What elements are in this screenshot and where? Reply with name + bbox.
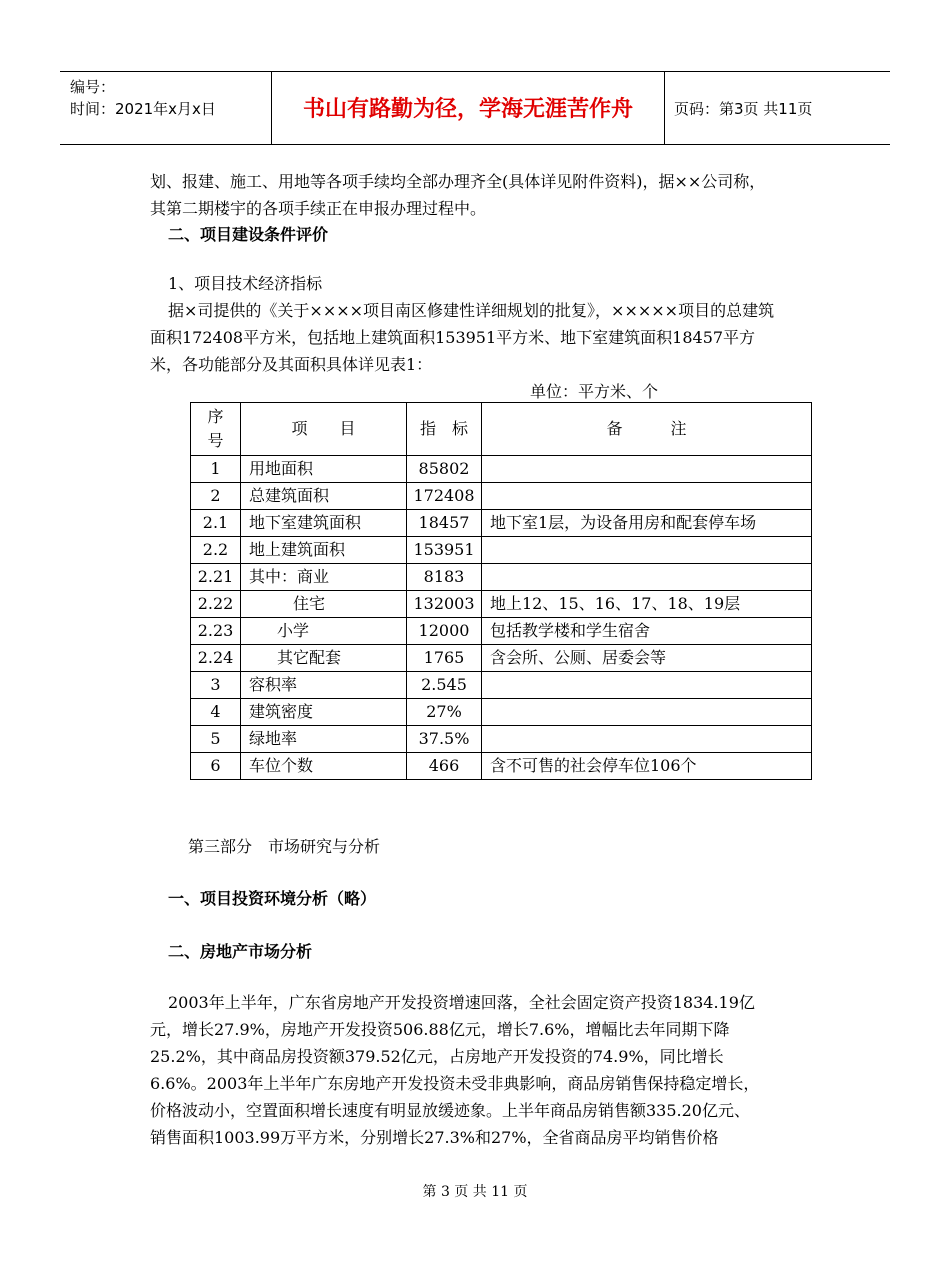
cell-seq: 4: [191, 699, 241, 726]
indicator-table: [190, 402, 812, 780]
text-line: 划、报建、施工、用地等各项手续均全部办理齐全(具体详见附件资料)，据××公司称，: [150, 172, 766, 191]
table-intro-paragraph: [150, 297, 810, 378]
table-row: [191, 537, 812, 564]
cell-note: 含会所、公厕、居委会等: [482, 645, 812, 672]
cell-note: [482, 564, 812, 591]
cell-note: [482, 537, 812, 564]
cell-seq: 5: [191, 726, 241, 753]
cell-note: 地下室1层，为设备用房和配套停车场: [482, 510, 812, 537]
cell-note: 地上12、15、16、17、18、19层: [482, 591, 812, 618]
table-row: [191, 591, 812, 618]
header-page-label: 页码：第3页 共11页: [674, 100, 813, 118]
cell-item: 车位个数: [241, 753, 407, 780]
cell-seq: 2.23: [191, 618, 241, 645]
text-line: 25.2%，其中商品房投资额379.52亿元，占房地产开发投资的74.9%，同比增长: [150, 1047, 724, 1066]
cell-index: 8183: [407, 564, 482, 591]
cell-index: 18457: [407, 510, 482, 537]
cell-index: 153951: [407, 537, 482, 564]
cell-note: [482, 726, 812, 753]
section-heading: 二、项目建设条件评价: [168, 225, 329, 244]
cell-seq: 2.21: [191, 564, 241, 591]
text-line: 其第二期楼宇的各项手续正在申报办理过程中。: [150, 199, 487, 218]
text-line: 元，增长27.9%，房地产开发投资506.88亿元，增长7.6%，增幅比去年同期下降: [150, 1020, 730, 1039]
cell-note: [482, 672, 812, 699]
cell-item: 总建筑面积: [241, 483, 407, 510]
cell-index: 12000: [407, 618, 482, 645]
cell-item: 住宅: [241, 591, 407, 618]
header-seq: 序号: [191, 403, 241, 456]
part-title: 第三部分 市场研究与分析: [188, 837, 381, 856]
text-line: 销售面积1003.99万平方米，分别增长27.3%和27%，全省商品房平均销售价格: [150, 1128, 719, 1147]
cell-item: 建筑密度: [241, 699, 407, 726]
unit-label: 单位：平方米、个: [530, 382, 659, 401]
table-row: [191, 753, 812, 780]
cell-note: 包括教学楼和学生宿舍: [482, 618, 812, 645]
header-item: 项 目: [241, 403, 407, 456]
table-row: [191, 726, 812, 753]
page-footer: 第 3 页 共 11 页: [422, 1184, 528, 1200]
cell-item: 容积率: [241, 672, 407, 699]
market-paragraph: [150, 989, 810, 1151]
document-time-label: 时间：2021年x月x日: [70, 100, 216, 118]
cell-index: 85802: [407, 456, 482, 483]
table-row: [191, 510, 812, 537]
cell-index: 37.5%: [407, 726, 482, 753]
cell-item: 用地面积: [241, 456, 407, 483]
text-line: 2003年上半年，广东省房地产开发投资增速回落，全社会固定资产投资1834.19亿: [168, 993, 755, 1012]
text-line: 据×司提供的《关于××××项目南区修建性详细规划的批复》，×××××项目的总建筑: [168, 301, 775, 320]
table-row: [191, 699, 812, 726]
cell-seq: 2.24: [191, 645, 241, 672]
table-row: [191, 483, 812, 510]
subsection-heading: 1、项目技术经济指标: [168, 274, 323, 293]
cell-seq: 2.1: [191, 510, 241, 537]
cell-index: 27%: [407, 699, 482, 726]
cell-seq: 2: [191, 483, 241, 510]
table-row: [191, 672, 812, 699]
cell-item: 其它配套: [241, 645, 407, 672]
cell-index: 2.545: [407, 672, 482, 699]
table-row: [191, 645, 812, 672]
cell-seq: 2.22: [191, 591, 241, 618]
text-line: 米，各功能部分及其面积具体详见表1：: [150, 355, 433, 374]
table-row: [191, 618, 812, 645]
table-row: [191, 564, 812, 591]
header-meta: [70, 76, 270, 120]
cell-seq: 2.2: [191, 537, 241, 564]
cell-index: 172408: [407, 483, 482, 510]
header-note: 备 注: [482, 403, 812, 456]
header-divider: [664, 72, 665, 144]
section-heading: 一、项目投资环境分析（略）: [168, 889, 377, 908]
cell-seq: 6: [191, 753, 241, 780]
page-header: [60, 71, 890, 145]
cell-item: 绿地率: [241, 726, 407, 753]
text-line: 价格波动小，空置面积增长速度有明显放缓迹象。上半年商品房销售额335.20亿元、: [150, 1101, 750, 1120]
header-index: 指 标: [407, 403, 482, 456]
cell-item: 其中：商业: [241, 564, 407, 591]
cell-index: 1765: [407, 645, 482, 672]
table-header-row: [191, 403, 812, 456]
cell-item: 地下室建筑面积: [241, 510, 407, 537]
intro-paragraph: [150, 168, 810, 222]
cell-note: [482, 483, 812, 510]
cell-item: 地上建筑面积: [241, 537, 407, 564]
cell-index: 132003: [407, 591, 482, 618]
section-heading: 二、房地产市场分析: [168, 942, 313, 961]
table-row: [191, 456, 812, 483]
cell-note: [482, 456, 812, 483]
cell-index: 466: [407, 753, 482, 780]
cell-note: 含不可售的社会停车位106个: [482, 753, 812, 780]
text-line: 面积172408平方米，包括地上建筑面积153951平方米、地下室建筑面积18457平方: [150, 328, 756, 347]
cell-seq: 3: [191, 672, 241, 699]
cell-note: [482, 699, 812, 726]
text-line: 6.6%。2003年上半年广东房地产开发投资未受非典影响，商品房销售保持稳定增长，: [150, 1074, 760, 1093]
document-number-label: 编号：: [70, 78, 116, 96]
cell-item: 小学: [241, 618, 407, 645]
header-motto: 书山有路勤为径，学海无涯苦作舟: [302, 97, 633, 122]
cell-seq: 1: [191, 456, 241, 483]
